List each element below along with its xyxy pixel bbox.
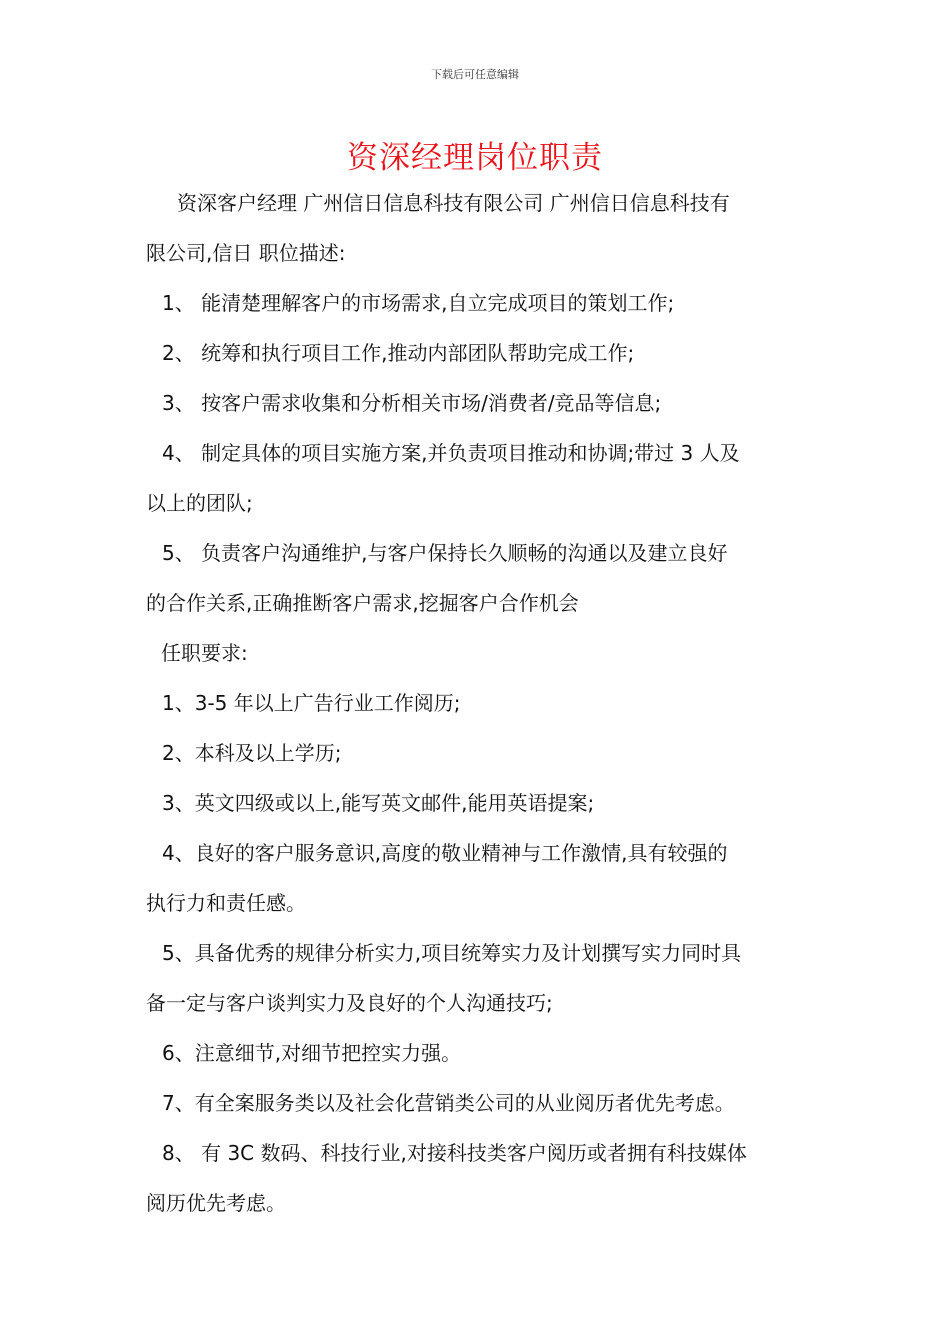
duty-item-2: 2、 统筹和执行项目工作,推动内部团队帮助完成工作;: [162, 341, 635, 365]
requirement-item-7: 7、有全案服务类以及社会化营销类公司的从业阅历者优先考虑。: [162, 1091, 735, 1115]
duty-item-4-cont: 以上的团队;: [146, 491, 253, 515]
intro-line-1: 资深客户经理 广州信日信息科技有限公司 广州信日信息科技有: [177, 191, 730, 215]
requirement-item-1: 1、3-5 年以上广告行业工作阅历;: [162, 691, 461, 715]
requirement-item-4-cont: 执行力和责任感。: [146, 891, 306, 915]
document-body: [146, 178, 808, 1228]
duty-item-5: 5、 负责客户沟通维护,与客户保持长久顺畅的沟通以及建立良好: [162, 541, 728, 565]
requirement-item-6: 6、注意细节,对细节把控实力强。: [162, 1041, 462, 1065]
header-note: 下载后可任意编辑: [431, 68, 519, 81]
duty-item-4: 4、 制定具体的项目实施方案,并负责项目推动和协调;带过 3 人及: [162, 441, 740, 465]
document-title: 资深经理岗位职责: [347, 140, 603, 176]
requirement-item-5-cont: 备一定与客户谈判实力及良好的个人沟通技巧;: [146, 991, 553, 1015]
requirement-item-8-cont: 阅历优先考虑。: [146, 1191, 286, 1215]
requirement-item-3: 3、英文四级或以上,能写英文邮件,能用英语提案;: [162, 791, 595, 815]
intro-line-2: 限公司,信日 职位描述:: [146, 241, 346, 265]
requirements-heading: 任职要求:: [161, 641, 248, 665]
requirement-item-4: 4、良好的客户服务意识,高度的敬业精神与工作激情,具有较强的: [162, 841, 728, 865]
duty-item-5-cont: 的合作关系,正确推断客户需求,挖掘客户合作机会: [146, 591, 579, 615]
requirement-item-8: 8、 有 3C 数码、科技行业,对接科技类客户阅历或者拥有科技媒体: [162, 1141, 747, 1165]
duty-item-1: 1、 能清楚理解客户的市场需求,自立完成项目的策划工作;: [162, 291, 675, 315]
duty-item-3: 3、 按客户需求收集和分析相关市场/消费者/竞品等信息;: [162, 391, 662, 415]
requirement-item-2: 2、本科及以上学历;: [162, 741, 342, 765]
requirement-item-5: 5、具备优秀的规律分析实力,项目统筹实力及计划撰写实力同时具: [162, 941, 742, 965]
